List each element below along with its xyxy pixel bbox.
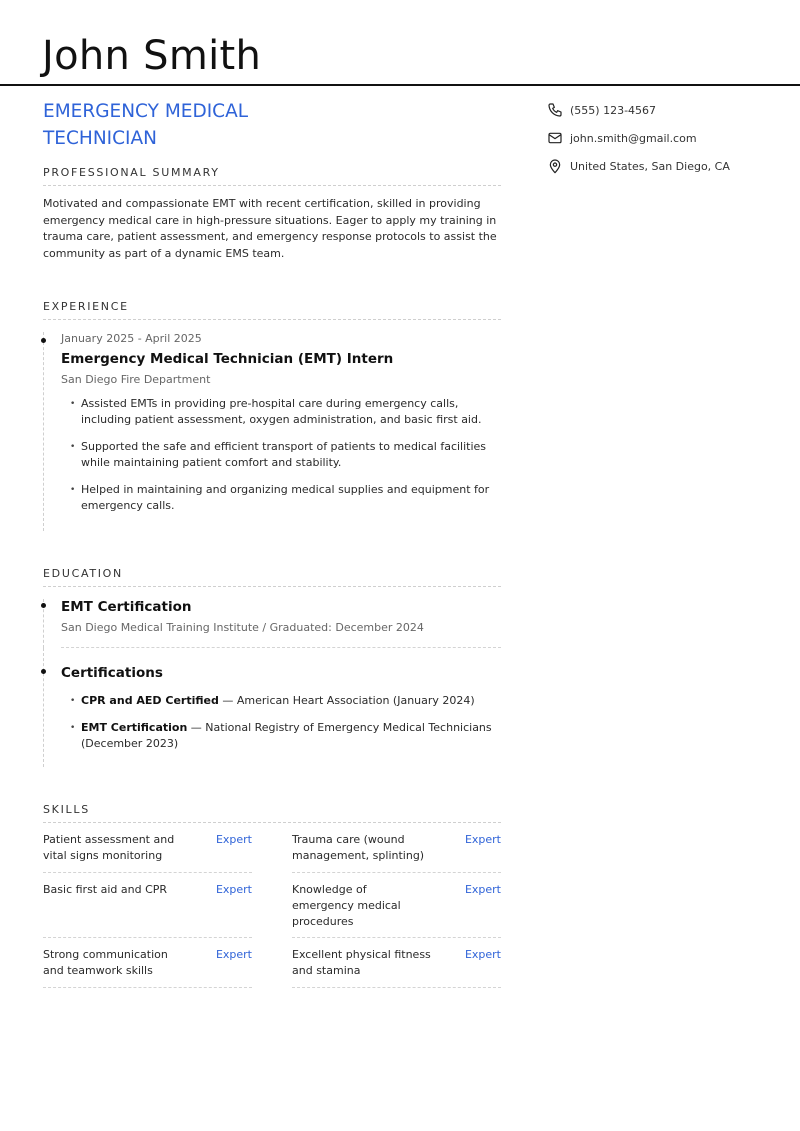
skill-item bbox=[43, 823, 252, 872]
skill-level: Expert bbox=[215, 833, 252, 847]
skills-section bbox=[43, 803, 501, 987]
certifications-entry bbox=[43, 648, 501, 767]
education-subtitle: San Diego Medical Training Institute / Graduated: December 2024 bbox=[61, 621, 501, 648]
skill-name: Strong communication and teamwork skills bbox=[43, 948, 168, 978]
skill-level: Expert bbox=[464, 882, 501, 896]
certification-name: EMT Certification bbox=[81, 721, 188, 735]
job-title bbox=[43, 98, 501, 152]
experience-bullet: • Assisted EMTs in providing pre-hospital care during emergency calls, including patient assessment, oxygen administration, and basic first aid. bbox=[61, 396, 501, 429]
contact-column bbox=[547, 101, 730, 185]
experience-title: Emergency Medical Technician (EMT) Intern bbox=[61, 351, 394, 367]
location-text: United States, San Diego, CA bbox=[570, 159, 730, 173]
header-divider bbox=[0, 84, 800, 86]
summary-section bbox=[43, 166, 501, 262]
job-title-line-2: TECHNICIAN bbox=[43, 128, 157, 149]
envelope-icon bbox=[547, 130, 563, 146]
education-title: EMT Certification bbox=[61, 599, 192, 616]
certifications-title: Certifications bbox=[61, 665, 163, 682]
certification-item bbox=[61, 720, 501, 753]
summary-text: Motivated and compassionate EMT with recent certification, skilled in providing emergency medical care in high-pressure situations. Eager to apply my training in trauma care, patient assessment, and emergency response protocols to assist the community as part of a dynamic EMS team. bbox=[43, 197, 497, 260]
skill-level: Expert bbox=[215, 882, 252, 896]
certification-name: CPR and AED Certified bbox=[81, 694, 219, 708]
contact-location bbox=[547, 157, 730, 175]
certification-item bbox=[61, 693, 501, 709]
experience-company: San Diego Fire Department bbox=[61, 373, 211, 386]
experience-heading: EXPERIENCE bbox=[43, 300, 501, 320]
map-pin-icon bbox=[547, 158, 563, 174]
timeline-dot bbox=[41, 669, 46, 674]
contact-email bbox=[547, 129, 730, 147]
timeline-dot bbox=[41, 603, 46, 608]
certification-detail: — American Heart Association (January 2024) bbox=[218, 694, 475, 708]
skills-heading: SKILLS bbox=[43, 803, 501, 823]
experience-section bbox=[43, 300, 501, 531]
skill-item bbox=[43, 938, 252, 987]
experience-bullet: • Supported the safe and efficient transport of patients to medical facilities while maintaining patient comfort and stability. bbox=[61, 439, 501, 472]
experience-bullets bbox=[61, 396, 501, 515]
education-section bbox=[43, 567, 501, 767]
experience-bullet: • Helped in maintaining and organizing medical supplies and equipment for emergency calls. bbox=[61, 482, 501, 515]
phone-icon bbox=[547, 102, 563, 118]
skill-name: Excellent physical fitness and stamina bbox=[292, 948, 431, 978]
contact-phone bbox=[547, 101, 730, 119]
skill-item bbox=[292, 873, 501, 939]
education-entry bbox=[43, 599, 501, 648]
skill-item bbox=[292, 823, 501, 872]
skill-name: Basic first aid and CPR bbox=[43, 882, 168, 896]
skill-item bbox=[292, 938, 501, 987]
experience-entry bbox=[43, 332, 501, 531]
skill-item bbox=[43, 873, 252, 939]
summary-heading: PROFESSIONAL SUMMARY bbox=[43, 166, 501, 186]
education-heading: EDUCATION bbox=[43, 567, 501, 587]
skills-grid bbox=[43, 823, 501, 987]
main-column bbox=[43, 98, 501, 988]
skill-name: Trauma care (wound management, splinting) bbox=[292, 833, 425, 863]
skill-level: Expert bbox=[464, 948, 501, 962]
skill-name: Patient assessment and vital signs monitoring bbox=[43, 833, 175, 863]
phone-text: (555) 123-4567 bbox=[570, 103, 657, 117]
skill-name: Knowledge of emergency medical procedures bbox=[292, 882, 401, 928]
education-timeline bbox=[43, 599, 501, 767]
certifications-list bbox=[61, 693, 501, 752]
experience-date: January 2025 - April 2025 bbox=[61, 332, 202, 345]
skill-level: Expert bbox=[215, 948, 252, 962]
timeline-dot bbox=[41, 338, 46, 343]
candidate-name: John Smith bbox=[42, 33, 262, 79]
certification-detail: — National Registry of Emergency Medical Technicians (December 2023) bbox=[81, 721, 492, 751]
skill-level: Expert bbox=[464, 833, 501, 847]
email-text: john.smith@gmail.com bbox=[570, 131, 697, 145]
experience-timeline bbox=[43, 332, 501, 531]
job-title-line-1: EMERGENCY MEDICAL bbox=[43, 101, 249, 122]
